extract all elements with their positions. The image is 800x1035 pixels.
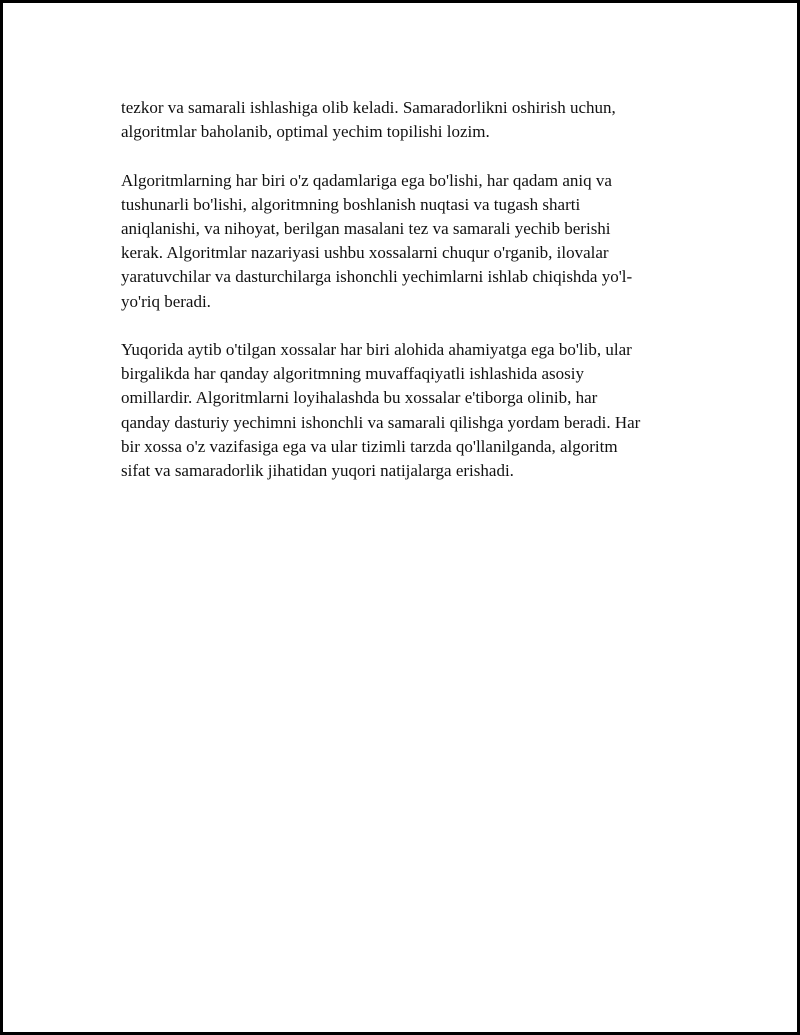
paragraph-1: tezkor va samarali ishlashiga olib keladi. Samaradorlikni oshirish uchun, algoritmlar baholanib, optimal yechim topilishi lozim.	[121, 98, 616, 142]
paragraph-2: Algoritmlarning har biri o'z qadamlariga ega bo'lishi, har qadam aniq va tushunarli bo'lishi, algoritmning boshlanish nuqtasi va tugash sharti aniqlanishi, va nihoyat, berilgan masalani tez va samarali yechib berishi kerak. Algoritmlar nazariyasi ushbu xossalarni chuqur o'rganib, ilovalar yaratuvchilar va dasturchilarga ishonchli yechimlarni ishlab chiqishda yo'l- yo'riq beradi.	[121, 170, 633, 311]
document-body	[121, 96, 693, 507]
paragraph-3: Yuqorida aytib o'tilgan xossalar har biri alohida ahamiyatga ega bo'lib, ular birgalikda har qanday algoritmning muvaffaqiyatli ishlashida asosiy omillardir. Algoritmlarni loyihalashda bu xossalar e'tiborga olinib, har qanday dasturiy yechimni ishonchli va samarali qilishga yordam beradi. Har bir xossa o'z vazifasiga ega va ular tizimli tarzda qo'llanilganda, algoritm sifat va samaradorlik jihatidan yuqori natijalarga erishadi.	[121, 340, 641, 481]
